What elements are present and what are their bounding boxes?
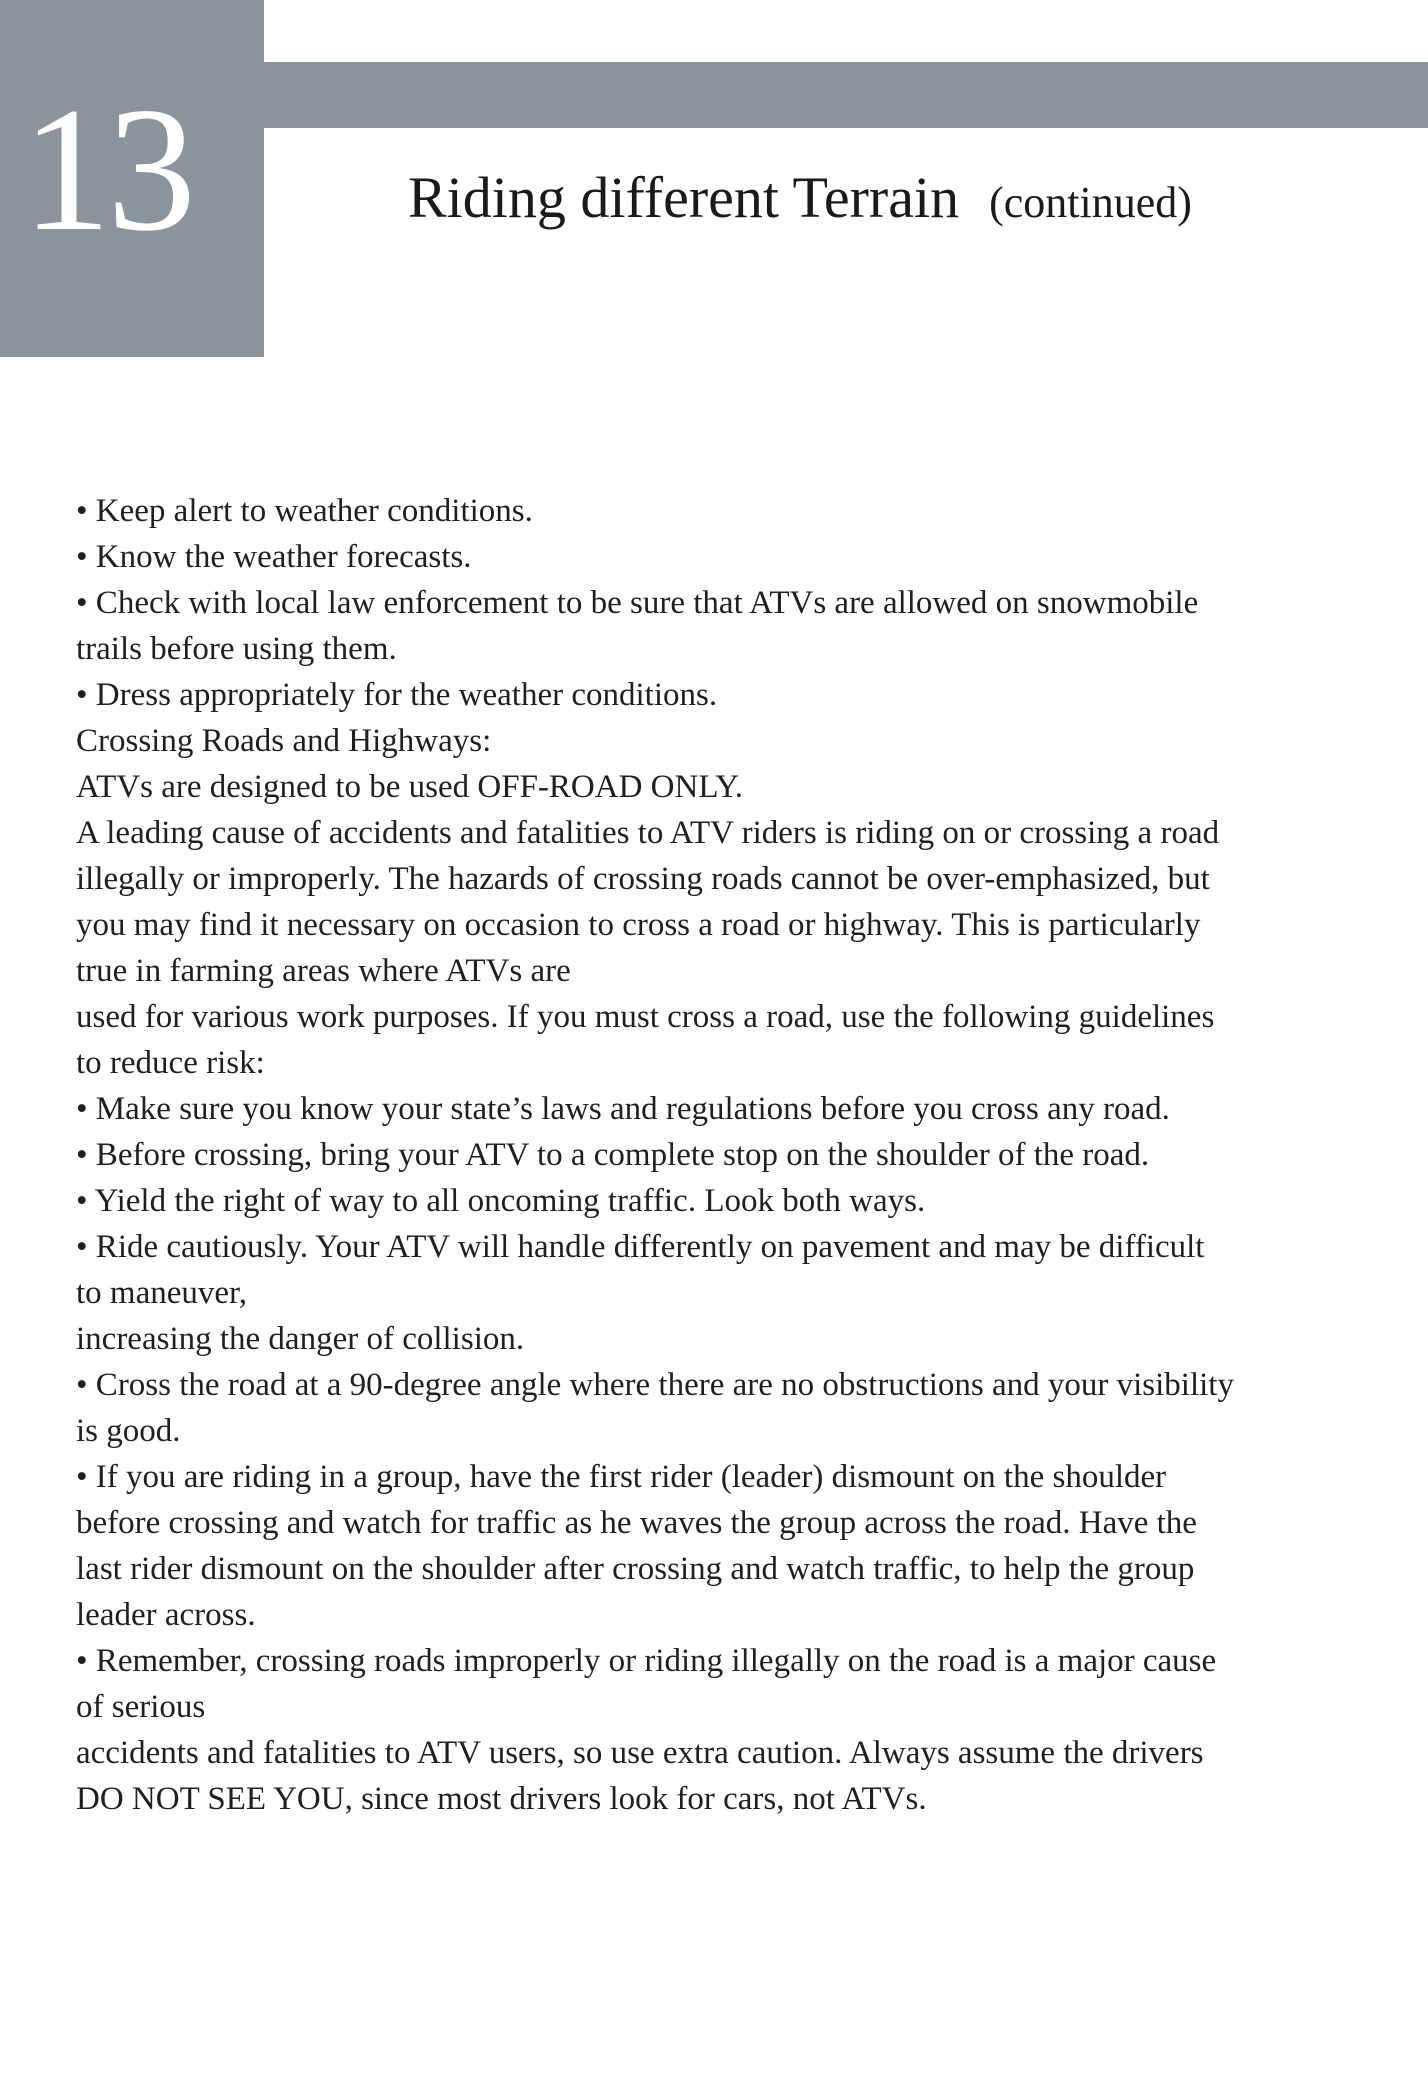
text-line: to maneuver, [76,1275,247,1311]
text-line: • Remember, crossing roads improperly or riding illegally on the road is a major cause [76,1643,1217,1679]
text-line: • Know the weather forecasts. [76,539,472,575]
text-line: • Ride cautiously. Your ATV will handle differently on pavement and may be difficult [76,1229,1205,1265]
text-line: trails before using them. [76,631,397,667]
text-line: ATVs are designed to be used OFF-ROAD ONLY. [76,769,744,805]
text-line: A leading cause of accidents and fatalities to ATV riders is riding on or crossing a road [76,815,1220,851]
text-line: • Before crossing, bring your ATV to a complete stop on the shoulder of the road. [76,1137,1150,1173]
header-bar [264,62,1428,128]
body-text [76,488,1396,1822]
text-line: leader across. [76,1597,256,1633]
text-line: before crossing and watch for traffic as he waves the group across the road. Have the [76,1505,1197,1541]
text-line: is good. [76,1413,181,1449]
text-line: DO NOT SEE YOU, since most drivers look for cars, not ATVs. [76,1781,927,1817]
text-line: true in farming areas where ATVs are [76,953,571,989]
text-line: accidents and fatalities to ATV users, so use extra caution. Always assume the drivers [76,1735,1204,1771]
text-line: • Keep alert to weather conditions. [76,493,533,529]
text-line: • Make sure you know your state’s laws and regulations before you cross any road. [76,1091,1170,1127]
text-line: • Check with local law enforcement to be sure that ATVs are allowed on snowmobile [76,585,1199,621]
text-line: • If you are riding in a group, have the first rider (leader) dismount on the shoulder [76,1459,1167,1495]
text-line: you may find it necessary on occasion to cross a road or highway. This is particularly [76,907,1201,943]
text-line: to reduce risk: [76,1045,265,1081]
text-line: last rider dismount on the shoulder after crossing and watch traffic, to help the group [76,1551,1195,1587]
text-line: illegally or improperly. The hazards of crossing roads cannot be over-emphasized, but [76,861,1210,897]
page-title-suffix: (continued) [989,178,1192,227]
text-line: of serious [76,1689,206,1725]
text-line: used for various work purposes. If you must cross a road, use the following guidelines [76,999,1215,1035]
page-title-main: Riding different Terrain [408,165,960,230]
text-line: • Yield the right of way to all oncoming traffic. Look both ways. [76,1183,926,1219]
text-line: Crossing Roads and Highways: [76,723,492,759]
text-line: increasing the danger of collision. [76,1321,525,1357]
text-line: • Cross the road at a 90-degree angle where there are no obstructions and your visibility [76,1367,1234,1403]
chapter-number: 13 [22,70,192,268]
text-line: • Dress appropriately for the weather conditions. [76,677,718,713]
page-title [408,164,1192,231]
